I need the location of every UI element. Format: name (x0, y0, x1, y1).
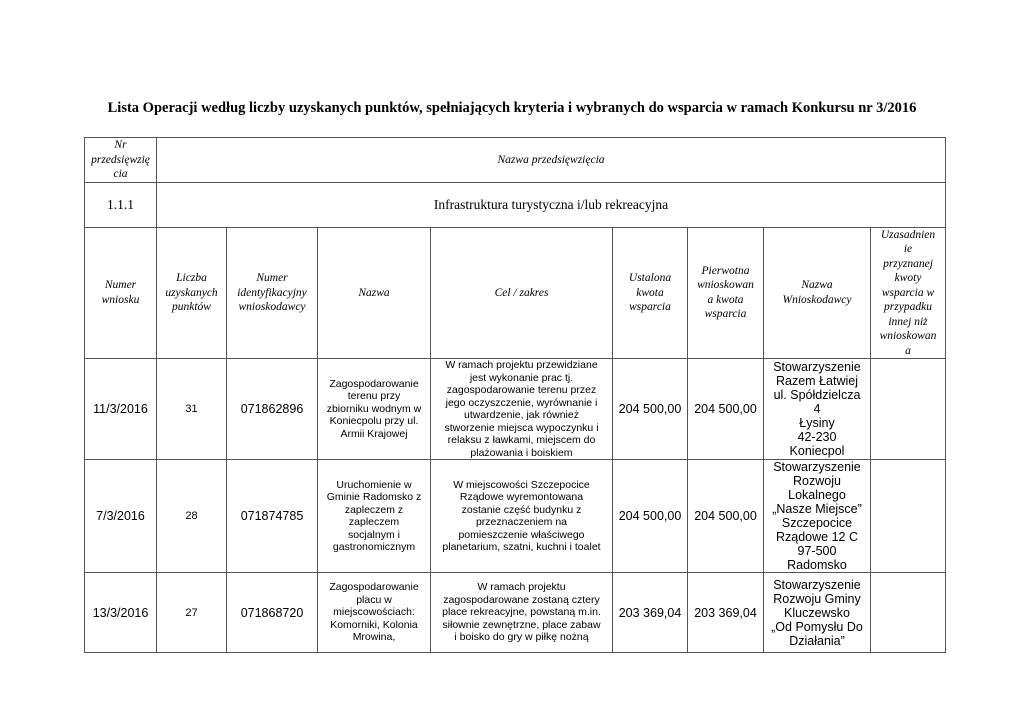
col-header-wnioskodawca: Nazwa Wnioskodawcy (764, 227, 871, 359)
row-uzasadnienie (871, 359, 946, 460)
header-row-project (85, 138, 946, 183)
col-header-ustalona: Ustalona kwota wsparcia (613, 227, 688, 359)
row-cel: W ramach projektu przewidziane jest wykonanie prac tj. zagospodarowanie terenu przez jego oczyszczenie, wyrównanie i utwardzenie, jak również stworzenie miejsca wypoczynku i relaksu z ławkami, miejscem do plażowania i boiskiem (431, 359, 613, 460)
col-header-pierwotna: Pierwotna wnioskowan a kwota wsparcia (688, 227, 764, 359)
table-row (85, 573, 946, 653)
table-row (85, 359, 946, 460)
document-title: Lista Operacji według liczby uzyskanych punktów, spełniających kryteria i wybranych do wsparcia w ramach Konkursu nr 3/2016 (107, 100, 917, 116)
row-id: 071868720 (227, 573, 318, 653)
row-pierwotna: 204 500,00 (688, 460, 764, 573)
column-header-row (85, 227, 946, 359)
project-nr-cell: 1.1.1 (85, 182, 157, 227)
row-punkty: 27 (157, 573, 227, 653)
col-header-uzasadnienie: Uzasadnien ie przyznanej kwoty wsparcia w przypadku innej niż wnioskowan a (871, 227, 946, 359)
col-header-numer: Numer wniosku (85, 227, 157, 359)
row-ustalona: 204 500,00 (613, 359, 688, 460)
row-nazwa: Zagospodarowanie terenu przy zbiorniku wodnym w Koniecpolu przy ul. Armii Krajowej (318, 359, 431, 460)
header-nazwa-cell: Nazwa przedsięwzięcia (157, 138, 946, 183)
col-header-punkty: Liczba uzyskanych punktów (157, 227, 227, 359)
row-wnioskodawca: Stowarzyszenie Rozwoju Gminy Kluczewsko „Od Pomysłu Do Działania” (764, 573, 871, 653)
row-numer: 11/3/2016 (85, 359, 157, 460)
row-ustalona: 204 500,00 (613, 460, 688, 573)
col-header-cel: Cel / zakres (431, 227, 613, 359)
row-cel: W ramach projektu zagospodarowane zostaną cztery place rekreacyjne, powstaną m.in. siłownie zewnętrzne, place zabaw i boisko do gry w piłkę nożną (431, 573, 613, 653)
row-pierwotna: 204 500,00 (688, 359, 764, 460)
row-cel: W miejscowości Szczepocice Rządowe wyremontowana zostanie część budynku z przeznaczeniem na pomieszczenie właściwego planetarium, szatni, kuchni i toalet (431, 460, 613, 573)
row-id: 071874785 (227, 460, 318, 573)
project-name-cell: Infrastruktura turystyczna i/lub rekreacyjna (157, 182, 946, 227)
row-numer: 13/3/2016 (85, 573, 157, 653)
table-row (85, 460, 946, 573)
project-row (85, 182, 946, 227)
header-nr-cell: Nr przedsięwzię cia (85, 138, 157, 183)
row-pierwotna: 203 369,04 (688, 573, 764, 653)
row-nazwa: Uruchomienie w Gminie Radomsko z zapleczem z zapleczem socjalnym i gastronomicznym (318, 460, 431, 573)
row-uzasadnienie (871, 460, 946, 573)
row-nazwa: Zagospodarowanie placu w miejscowościach: Komorniki, Kolonia Mrowina, (318, 573, 431, 653)
row-ustalona: 203 369,04 (613, 573, 688, 653)
col-header-nazwa: Nazwa (318, 227, 431, 359)
row-punkty: 31 (157, 359, 227, 460)
row-punkty: 28 (157, 460, 227, 573)
row-id: 071862896 (227, 359, 318, 460)
operations-table (84, 137, 946, 653)
row-uzasadnienie (871, 573, 946, 653)
row-numer: 7/3/2016 (85, 460, 157, 573)
row-wnioskodawca: Stowarzyszenie Razem Łatwiej ul. Spółdzielcza 4 Łysiny 42-230 Koniecpol (764, 359, 871, 460)
row-wnioskodawca: Stowarzyszenie Rozwoju Lokalnego „Nasze Miejsce” Szczepocice Rządowe 12 C 97-500 Radomsko (764, 460, 871, 573)
col-header-id: Numer identyfikacyjny wnioskodawcy (227, 227, 318, 359)
